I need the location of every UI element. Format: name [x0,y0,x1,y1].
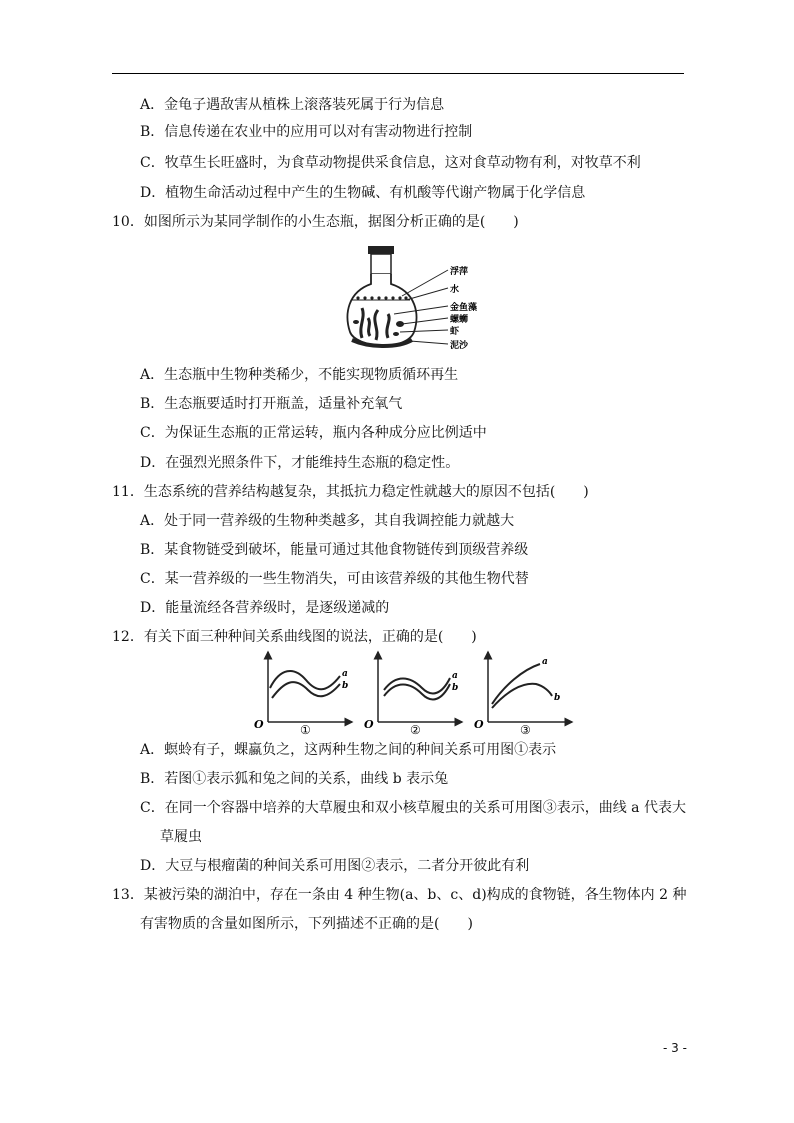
q12-option-d: D．大豆与根瘤菌的种间关系可用图②表示，二者分开彼此有利 [140,858,530,874]
graph-2-number: ② [410,723,421,736]
q11-option-a: A．处于同一营养级的生物种类越多，其自我调控能力就越大 [140,513,515,529]
species-relationship-graphs [250,648,580,736]
page-number: - 3 - [663,1041,687,1055]
q10-option-a: A．生态瓶中生物种类稀少，不能实现物质循环再生 [140,367,459,383]
ecological-bottle-figure [340,244,500,356]
label-snail: 螺蛳 [450,315,469,325]
q12-option-a: A．螟蛉有子，蜾蠃负之，这两种生物之间的种间关系可用图①表示 [140,742,557,758]
q10-stem: 10．如图所示为某同学制作的小生态瓶，据图分析正确的是( ) [112,214,519,230]
graph-3-label-a: a [542,657,548,667]
graph-3-curve-b [492,684,552,708]
graph-3-label-b: b [554,693,561,703]
q9-option-a: A．金龟子遇敌害从植株上滚落装死属于行为信息 [140,97,445,113]
q13-stem-line2: 有害物质的含量如图所示，下列描述不正确的是( ) [140,916,473,932]
bottle-body [348,274,417,346]
q10-option-b: B．生态瓶要适时打开瓶盖，适量补充氧气 [140,396,403,412]
graph-3-origin: O [474,718,484,731]
q12-option-c-cont: 草履虫 [160,829,202,845]
graph-2-label-b: b [452,683,459,693]
q12-option-b: B．若图①表示狐和兔之间的关系，曲线 b 表示兔 [140,771,449,787]
q10-option-c: C．为保证生态瓶的正常运转，瓶内各种成分应比例适中 [140,425,487,441]
label-hornwort: 金鱼藻 [450,303,478,313]
label-water: 水 [450,285,460,295]
label-shrimp: 虾 [450,327,460,337]
graph-1-label-a: a [342,669,348,679]
bottle-neck [371,254,391,274]
label-duckweed: 浮萍 [450,267,469,277]
q13-stem-line1: 13．某被污染的湖泊中，存在一条由 4 种生物(a、b、c、d)构成的食物链，各生物体内 2 种 [112,887,687,903]
q11-option-b: B．某食物链受到破坏，能量可通过其他食物链传到顶级营养级 [140,542,529,558]
graph-2 [364,652,462,736]
q11-option-d: D．能量流经各营养级时，是逐级递减的 [140,600,390,616]
graph-2-origin: O [364,718,374,731]
graph-3 [474,652,572,736]
label-sand: 泥沙 [450,341,469,351]
graph-1-number: ① [300,723,311,736]
q12-stem: 12．有关下面三种种间关系曲线图的说法，正确的是( ) [112,629,477,645]
q9-option-d: D．植物生命活动过程中产生的生物碱、有机酸等代谢产物属于化学信息 [140,185,586,201]
q11-stem: 11．生态系统的营养结构越复杂，其抵抗力稳定性就越大的原因不包括( ) [112,484,589,500]
q10-option-d: D．在强烈光照条件下，才能维持生态瓶的稳定性。 [140,455,460,471]
graph-1-origin: O [254,718,264,731]
graph-2-curve-a [384,678,450,693]
graph-3-number: ③ [520,723,531,736]
q9-option-b: B．信息传递在农业中的应用可以对有害动物进行控制 [140,124,473,140]
graph-2-label-a: a [452,671,458,681]
graph-1 [254,652,352,736]
q11-option-c: C．某一营养级的一些生物消失，可由该营养级的其他生物代替 [140,571,529,587]
q9-option-c: C．牧草生长旺盛时，为食草动物提供采食信息，这对食草动物有利，对牧草不利 [140,155,641,171]
q12-option-c: C．在同一个容器中培养的大草履虫和双小核草履虫的关系可用图③表示，曲线 a 代表大 [140,800,686,816]
graph-1-curve-b [272,682,340,698]
graph-1-label-b: b [342,681,349,691]
header-rule [112,73,684,74]
bottle-cap [368,246,394,254]
